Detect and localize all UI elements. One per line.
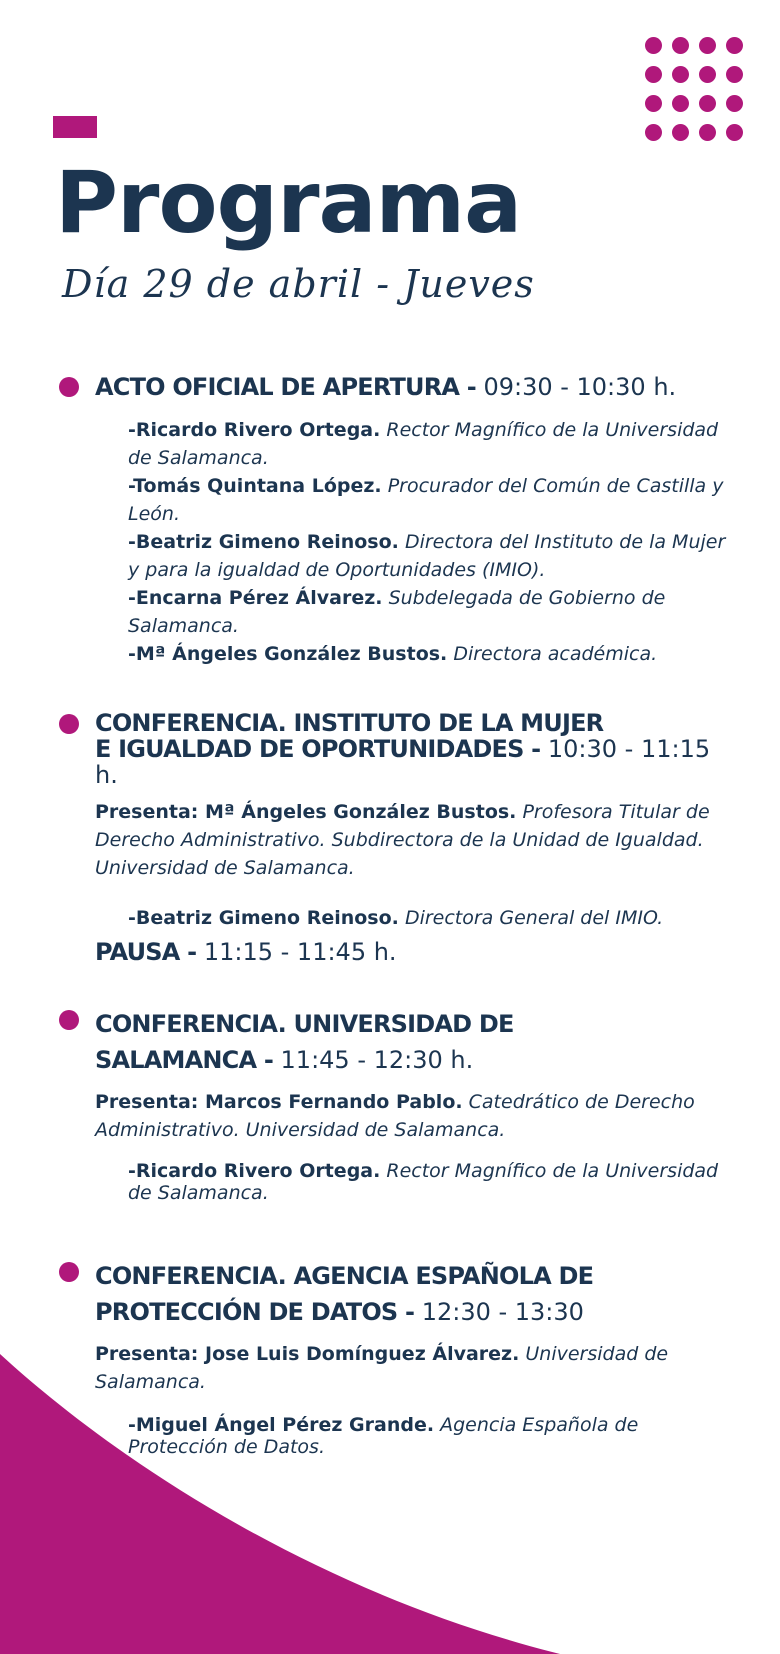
speaker: [95, 1414, 735, 1458]
session-aepd: [95, 1258, 735, 1458]
session-time: 11:45 - 12:30 h.: [280, 1046, 474, 1074]
speaker-name: -Tomás Quintana López.: [128, 475, 382, 497]
dot: [645, 95, 662, 112]
presenter: [95, 1088, 735, 1144]
session-title-text: ACTO OFICIAL DE APERTURA -: [95, 373, 484, 401]
dot: [672, 37, 689, 54]
speaker-name: -Beatriz Gimeno Reinoso.: [128, 531, 399, 553]
bullet-icon: [59, 714, 79, 734]
speaker: [95, 528, 735, 584]
speaker: [95, 1160, 735, 1204]
speaker-name: -Ricardo Rivero Ortega.: [128, 419, 381, 441]
presenter-name: Presenta: Mª Ángeles González Bustos.: [95, 801, 517, 823]
dot: [672, 95, 689, 112]
dot: [726, 124, 743, 141]
speaker-role: Agencia Española de Protección de Datos.: [128, 1414, 639, 1458]
speaker-name: -Ricardo Rivero Ortega.: [128, 1160, 381, 1182]
session-time: 12:30 - 13:30: [421, 1298, 584, 1326]
speaker-role: Rector Magnífico de la Universidad de Salamanca.: [128, 419, 719, 469]
dot: [699, 66, 716, 83]
pausa-time: 11:15 - 11:45 h.: [203, 938, 397, 966]
session-title-text: CONFERENCIA. INSTITUTO DE LA MUJER: [95, 709, 604, 737]
presenter-name: Presenta: Jose Luis Domínguez Álvarez.: [95, 1343, 520, 1365]
bullet-icon: [59, 1262, 79, 1282]
presenter-role: Profesora Titular de Derecho Administrativo. Subdirectora de la Unidad de Igualdad. Universidad de Salamanca.: [95, 801, 710, 879]
presenter: [95, 798, 735, 882]
session-imio: [95, 710, 735, 932]
page-title: Programa: [55, 153, 522, 253]
speaker: [95, 584, 735, 640]
bullet-icon: [59, 1010, 79, 1030]
session-time: 09:30 - 10:30 h.: [483, 373, 677, 401]
session-title: [95, 1258, 735, 1330]
dot: [645, 37, 662, 54]
session-time: 10:30 - 11:15 h.: [95, 735, 711, 789]
speaker: [95, 416, 735, 472]
speaker-name: -Encarna Pérez Álvarez.: [128, 587, 383, 609]
session-title-text: SALAMANCA -: [95, 1046, 281, 1074]
speaker-name: -Beatriz Gimeno Reinoso.: [128, 907, 399, 929]
dot: [645, 124, 662, 141]
date-subtitle: Día 29 de abril - Jueves: [62, 262, 535, 306]
pausa-label: PAUSA -: [95, 938, 204, 966]
speaker-list: [95, 904, 735, 932]
session-title-text: CONFERENCIA. AGENCIA ESPAÑOLA DE: [95, 1262, 594, 1290]
speaker-role: Procurador del Común de Castilla y León.: [128, 475, 724, 525]
speaker-list: [95, 416, 735, 668]
dot: [726, 37, 743, 54]
speaker: [95, 640, 735, 668]
session-title: [95, 373, 735, 402]
speaker: [95, 904, 735, 932]
bullet-icon: [59, 377, 79, 397]
speaker: [95, 472, 735, 528]
decorative-dot-grid: [645, 37, 735, 147]
speaker-name: -Mª Ángeles González Bustos.: [128, 643, 448, 665]
session-title-text: E IGUALDAD DE OPORTUNIDADES -: [95, 735, 548, 763]
speaker-list: [95, 1160, 735, 1204]
dot: [726, 95, 743, 112]
session-opening: [95, 373, 735, 668]
accent-bar: [53, 116, 97, 138]
speaker-list: [95, 1414, 735, 1458]
dot: [699, 95, 716, 112]
speaker-role: Directora académica.: [453, 643, 658, 665]
session-usal: [95, 1006, 735, 1204]
speaker-role: Directora del Instituto de la Mujer y para la igualdad de Oportunidades (IMIO).: [128, 531, 726, 581]
speaker-role: Subdelegada de Gobierno de Salamanca.: [128, 587, 666, 637]
session-title: [95, 710, 735, 788]
presenter-role: Universidad de Salamanca.: [95, 1343, 669, 1393]
dot: [672, 66, 689, 83]
presenter-name: Presenta: Marcos Fernando Pablo.: [95, 1091, 463, 1113]
dot: [672, 124, 689, 141]
dot: [645, 66, 662, 83]
session-title-text: PROTECCIÓN DE DATOS -: [95, 1298, 422, 1326]
speaker-role: Rector Magnífico de la Universidad de Salamanca.: [128, 1160, 719, 1204]
speaker-name: -Miguel Ángel Pérez Grande.: [128, 1414, 435, 1436]
speaker-role: Directora General del IMIO.: [404, 907, 664, 929]
dot: [726, 66, 743, 83]
presenter-role: Catedrático de Derecho Administrativo. Universidad de Salamanca.: [95, 1091, 695, 1141]
dot: [699, 124, 716, 141]
pausa: [95, 938, 397, 966]
session-title-text: CONFERENCIA. UNIVERSIDAD DE: [95, 1010, 514, 1038]
dot: [699, 37, 716, 54]
session-title: [95, 1006, 735, 1078]
presenter: [95, 1340, 735, 1396]
